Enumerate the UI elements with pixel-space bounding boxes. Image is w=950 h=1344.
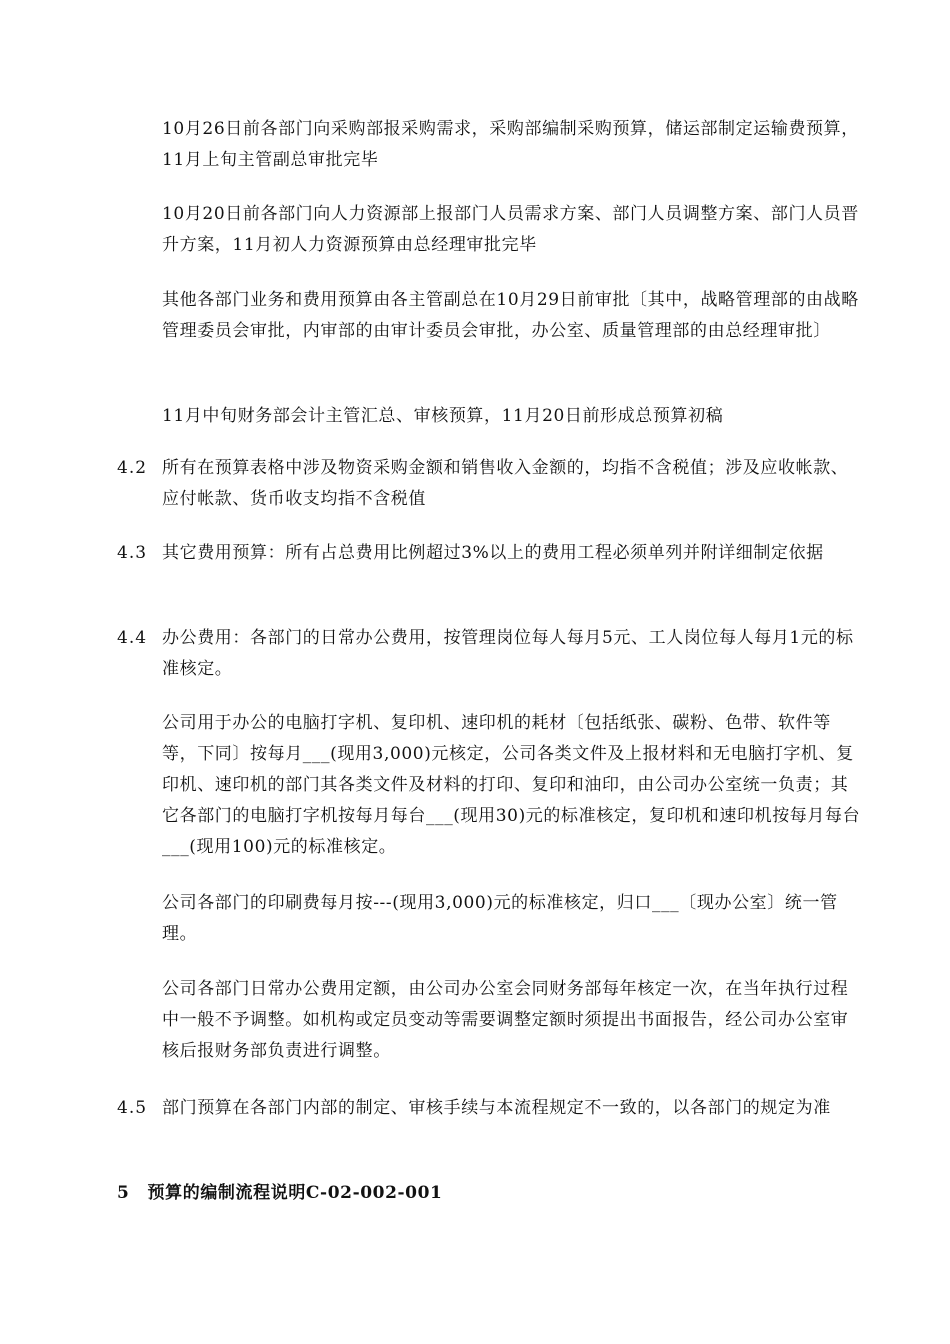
item-number: 4.3 [117,543,148,563]
item-number: 4.2 [117,458,148,478]
item-text: 部门预算在各部门内部的制定、审核手续与本流程规定不一致的，以各部门的规定为准 [162,1098,831,1118]
paragraph-office-consumables: 公司用于办公的电脑打字机、复印机、速印机的耗材〔包括纸张、碳粉、色带、软件等等，下同〕按每月___(现用3,000)元核定，公司各类文件及上报材料和无电脑打字机、复印机、速印机的部门其各类文件及材料的打印、复印和油印，由公司办公室统一负责；其它各部门的电脑打字机按每月每台___(现用30)元的标准核定，复印机和速印机按每月每台___(现用100)元的标准核定。 [162,713,861,857]
paragraph-other-budget-approval: 其他各部门业务和费用预算由各主管副总在10月29日前审批〔其中，战略管理部的由战略管理委员会审批，内审部的由审计委员会审批，办公室、质量管理部的由总经理审批〕 [162,290,859,341]
paragraph-hr-budget: 10月20日前各部门向人力资源部上报部门人员需求方案、部门人员调整方案、部门人员晋升方案，11月初人力资源预算由总经理审批完毕 [162,204,859,255]
item-text: 其它费用预算：所有占总费用比例超过3%以上的费用工程必须单列并附详细制定依据 [162,543,824,563]
section-title: 预算的编制流程说明C-02-002-001 [147,1183,443,1203]
list-item-4-3 [117,538,862,569]
list-item-4-2 [117,453,862,515]
paragraph-printing-fee: 公司各部门的印刷费每月按---(现用3,000)元的标准核定，归口___〔现办公室〕统一管理。 [162,893,838,944]
list-item-4-5 [117,1093,862,1124]
section-number: 5 [117,1183,130,1203]
list-item-4-4 [117,623,862,685]
paragraph-expense-quota: 公司各部门日常办公费用定额，由公司办公室会同财务部每年核定一次，在当年执行过程中一般不予调整。如机构或定员变动等需要调整定额时须提出书面报告，经公司办公室审核后报财务部负责进行调整。 [162,979,849,1061]
paragraph-finance-summary: 11月中旬财务部会计主管汇总、审核预算，11月20日前形成总预算初稿 [162,406,724,426]
item-text: 所有在预算表格中涉及物资采购金额和销售收入金额的，均指不含税值；涉及应收帐款、应付帐款、货币收支均指不含税值 [162,458,849,509]
item-text: 办公费用：各部门的日常办公费用，按管理岗位每人每月5元、工人岗位每人每月1元的标准核定。 [162,628,854,679]
section-heading-5 [117,1178,442,1209]
item-number: 4.5 [117,1098,148,1118]
paragraph-procurement-budget: 10月26日前各部门向采购部报采购需求，采购部编制采购预算，储运部制定运输费预算，11月上旬主管副总审批完毕 [162,119,859,170]
item-number: 4.4 [117,628,148,648]
